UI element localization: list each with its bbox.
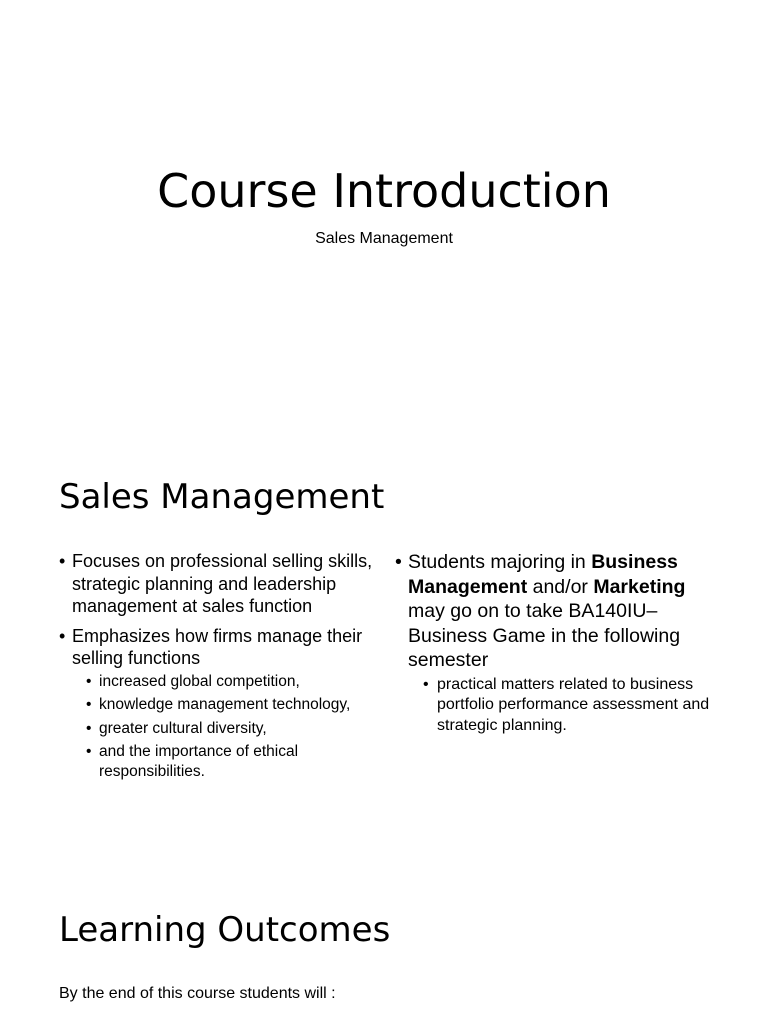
bullet-icon: • (395, 551, 402, 573)
section-title-sales-management: Sales Management (59, 477, 385, 517)
course-title: Course Introduction (157, 164, 611, 218)
sub-list-item (408, 675, 725, 737)
bullet-icon: • (86, 743, 92, 760)
bullet-icon: • (59, 551, 66, 571)
learning-outcomes-intro: By the end of this course students will : (59, 985, 336, 1002)
bullet-list (395, 550, 725, 736)
sub-list-item-text: and the importance of ethical responsibilities. (99, 743, 299, 780)
bold-text-marketing: Marketing (593, 575, 686, 598)
sub-list-item-text: greater cultural diversity, (99, 719, 267, 737)
sub-bullet-list (408, 675, 725, 737)
list-item-text (408, 551, 685, 671)
text-segment: and/or (527, 575, 594, 598)
sub-list-item (72, 695, 379, 715)
list-item (59, 550, 379, 618)
list-item (59, 625, 379, 782)
sub-bullet-list (72, 672, 379, 782)
bullet-icon: • (423, 675, 429, 693)
bold-text-business-management: Business Management (408, 551, 678, 598)
sub-list-item (72, 742, 379, 781)
bullet-list (59, 550, 379, 781)
left-column (59, 550, 379, 788)
sub-list-item (72, 719, 379, 739)
text-segment: Students majoring in (408, 551, 592, 573)
text-segment: may go on to take BA140IU–Business Game in the following semester (408, 600, 681, 671)
sub-list-item (72, 672, 379, 692)
list-item-text: Emphasizes how firms manage their selling functions (72, 625, 363, 668)
sub-list-item-text: practical matters related to business portfolio performance assessment and strategic planning. (437, 675, 710, 734)
bullet-icon: • (86, 696, 92, 713)
section-title-learning-outcomes: Learning Outcomes (59, 910, 391, 950)
sub-list-item-text: knowledge management technology, (99, 696, 351, 713)
bullet-icon: • (86, 719, 92, 737)
bullet-icon: • (86, 672, 92, 690)
sub-list-item-text: increased global competition, (99, 672, 300, 690)
list-item (395, 550, 725, 736)
list-item-text: Focuses on professional selling skills, strategic planning and leadership management at sales function (72, 551, 373, 616)
right-column (395, 550, 725, 743)
course-subtitle: Sales Management (315, 230, 453, 247)
bullet-icon: • (59, 625, 66, 646)
